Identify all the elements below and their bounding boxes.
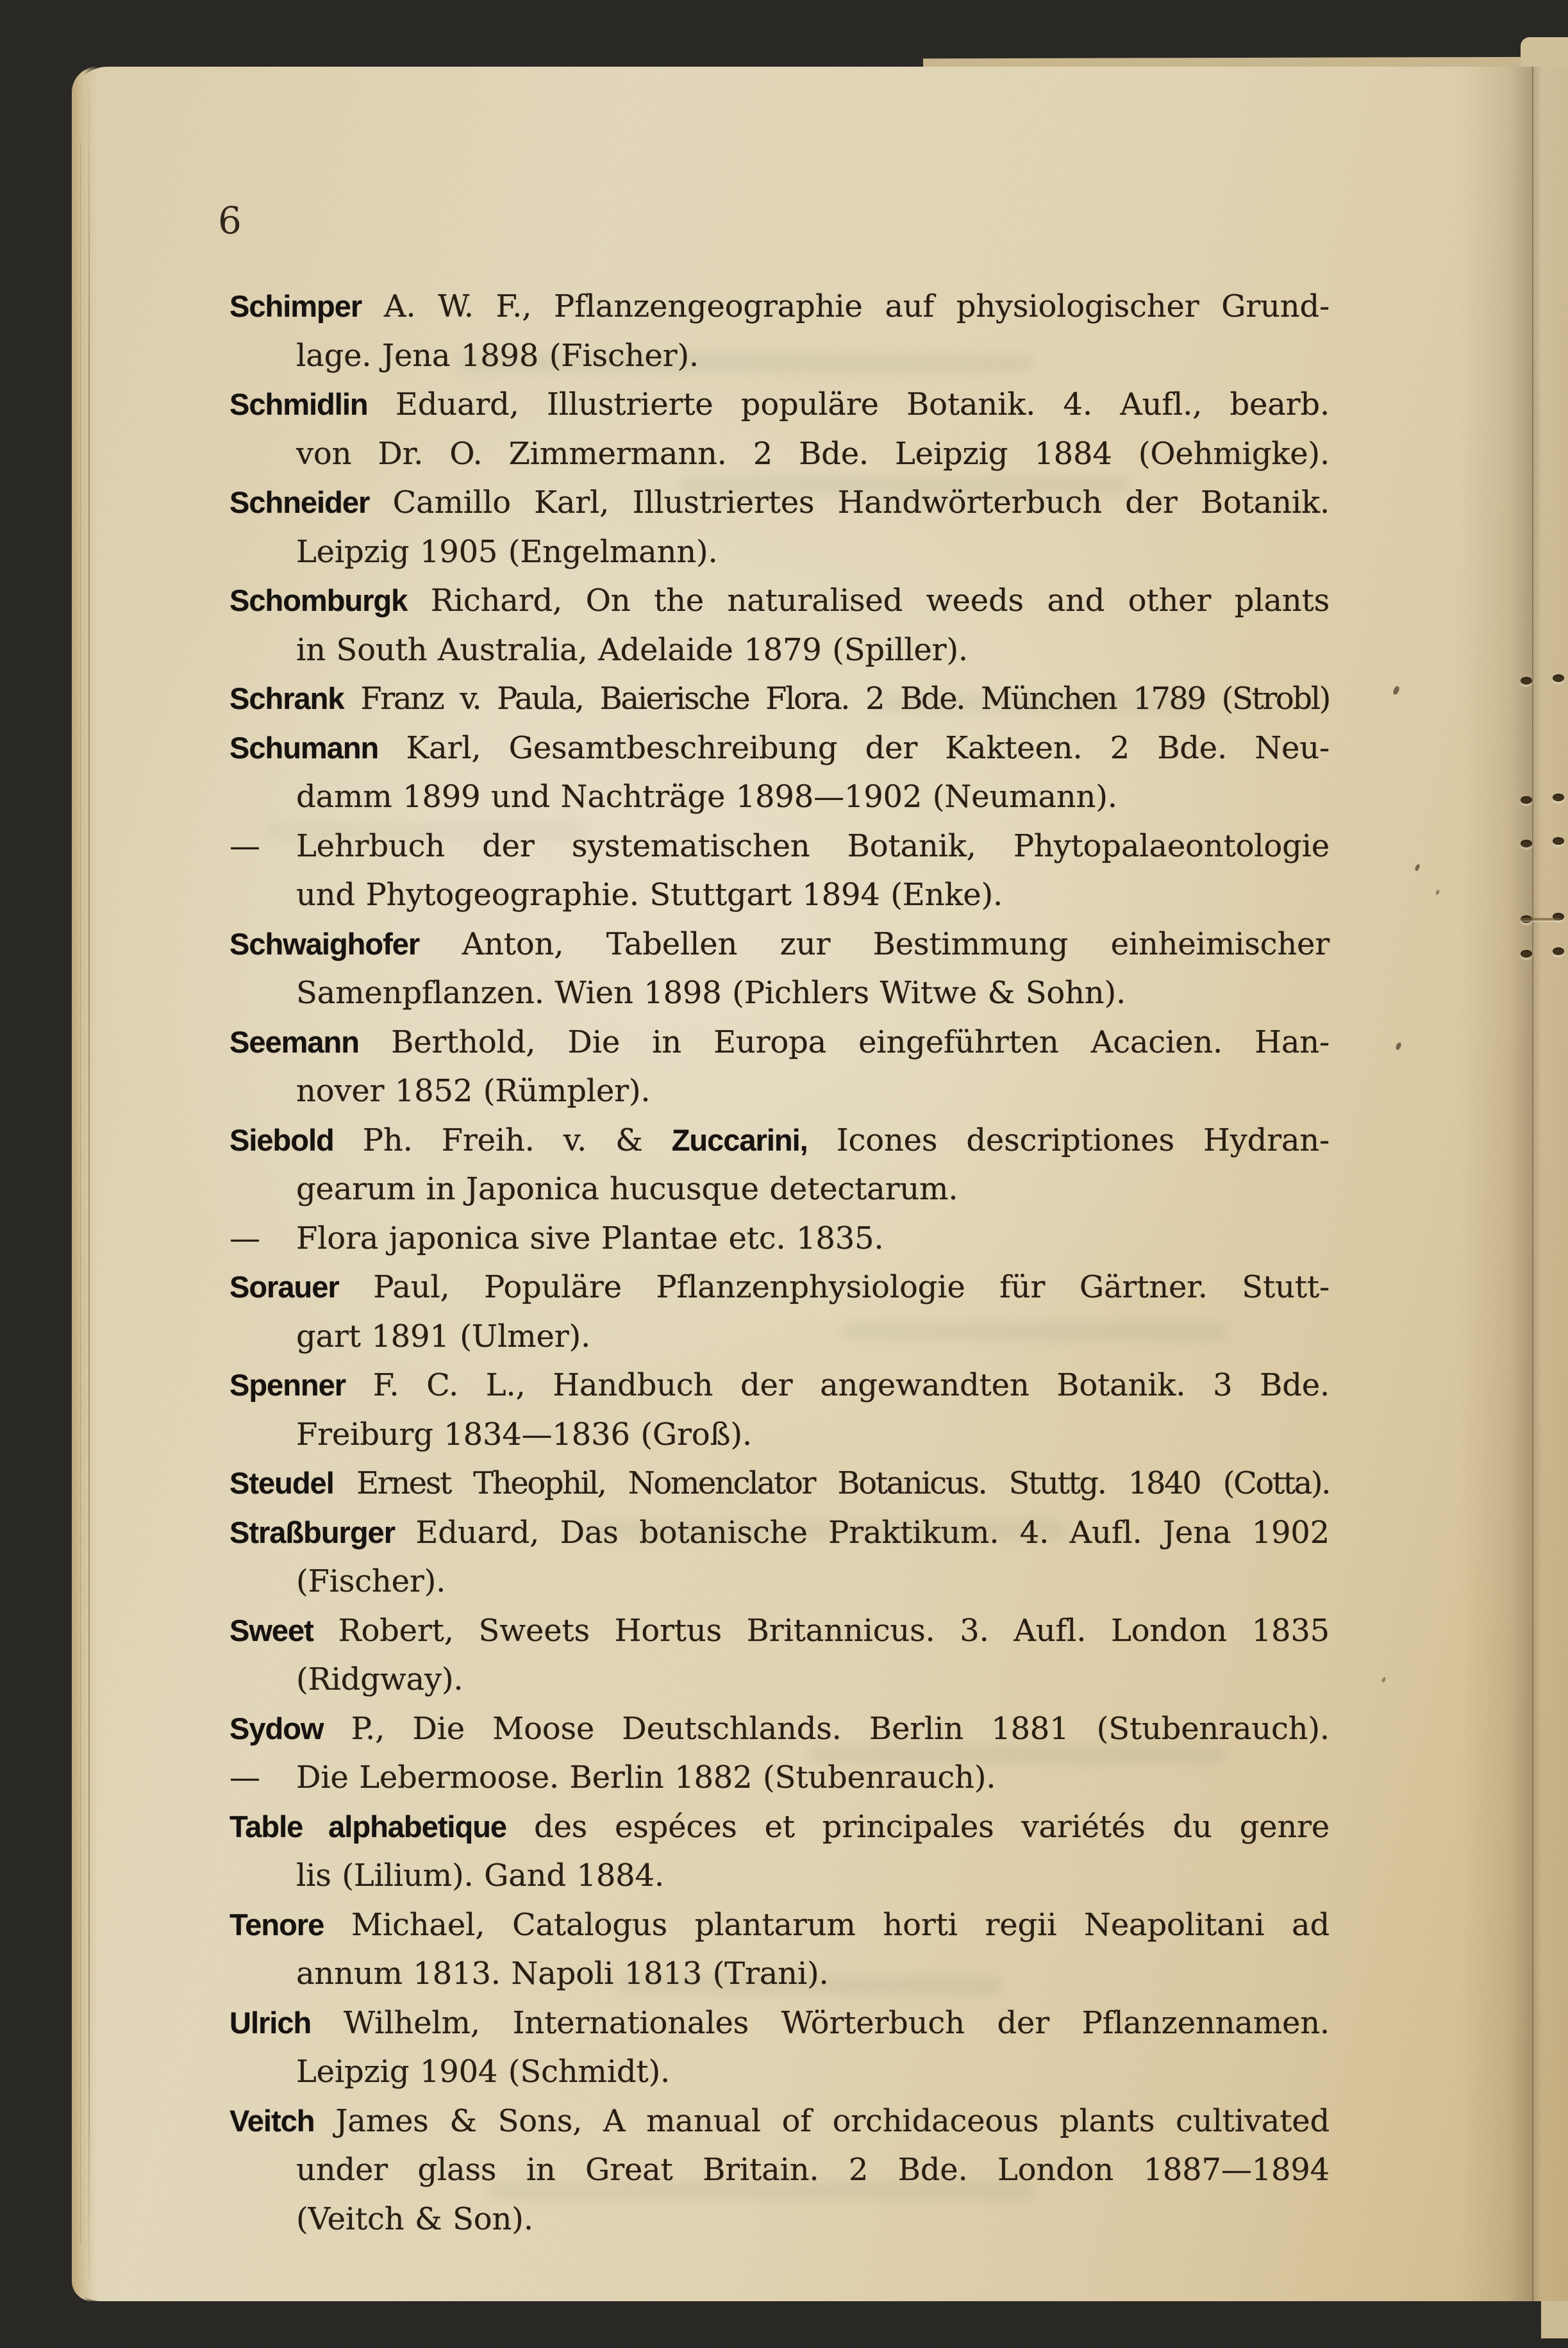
author-name: Seemann <box>229 1024 359 1059</box>
page-edge-line <box>88 90 90 2282</box>
author-name: Steudel <box>229 1466 334 1500</box>
bibliography-entry <box>229 1508 1330 1606</box>
entry-line <box>229 772 1330 822</box>
repeat-dash: — <box>229 1760 260 1795</box>
entry-line <box>229 1803 1330 1852</box>
author-name: Straßburger <box>229 1515 395 1549</box>
entry-line <box>229 1312 1330 1361</box>
page-fore-edge <box>72 67 97 2301</box>
entry-text: Franz v. Paula, Baierische Flora. 2 Bde. München 1789 (Strobl) <box>344 681 1330 717</box>
entry-text: lage. Jena 1898 (Fischer). <box>296 337 699 374</box>
author-name: Schomburgk <box>229 583 408 617</box>
page-number: 6 <box>218 199 242 242</box>
entry-text: Leipzig 1904 (Schmidt). <box>296 2054 671 2090</box>
entry-text: Camillo Karl, Illustriertes Handwörterbuch der Botanik. <box>369 485 1330 520</box>
bibliography-entry <box>229 1803 1330 1901</box>
entry-line <box>229 822 1330 871</box>
entry-line <box>229 1459 1330 1508</box>
entry-line <box>229 1655 1330 1704</box>
entry-line <box>229 1361 1330 1410</box>
entry-text: in South Australia, Adelaide 1879 (Spiller). <box>296 631 968 668</box>
bibliography-entry <box>229 1459 1330 1508</box>
entry-text: (Veitch & Son). <box>296 2201 533 2237</box>
author-name: Spenner <box>229 1368 346 1402</box>
entry-text: A. W. F., Pflanzengeographie auf physiologischer Grund- <box>362 288 1330 324</box>
entry-line <box>229 478 1330 528</box>
author-name: Table alphabetique <box>229 1809 507 1844</box>
entry-text: gart 1891 (Ulmer). <box>296 1318 591 1354</box>
entry-text: Robert, Sweets Hortus Britannicus. 3. Aufl. London 1835 <box>313 1612 1330 1649</box>
stitch-hole <box>1553 947 1564 955</box>
entry-text: Eduard, Illustrierte populäre Botanik. 4. Aufl., bearb. <box>367 387 1330 422</box>
entry-line <box>229 1410 1330 1460</box>
entry-line <box>229 920 1330 969</box>
entry-line <box>229 1116 1330 1165</box>
entry-text: Eduard, Das botanische Praktikum. 4. Aufl. Jena 1902 <box>395 1514 1330 1551</box>
bibliography-entry <box>229 478 1330 576</box>
entry-line <box>229 1949 1330 1999</box>
author-name: Tenore <box>229 1907 324 1942</box>
repeat-dash: — <box>229 828 260 864</box>
repeat-dash: — <box>229 1220 260 1256</box>
author-name: Schwaighofer <box>229 926 420 961</box>
entry-text: gearum in Japonica hucusque detectarum. <box>296 1171 958 1207</box>
bibliography-entry <box>229 1214 1330 1263</box>
stitch-hole <box>1521 950 1532 958</box>
entry-text: (Ridgway). <box>296 1661 463 1697</box>
entry-text: Die Lebermoose. Berlin 1882 (Stubenrauch). <box>296 1760 996 1795</box>
entry-line <box>229 576 1330 626</box>
entry-line <box>229 1753 1330 1803</box>
entry-text: und Phytogeographie. Stuttgart 1894 (Enke). <box>296 877 1003 913</box>
entry-line <box>229 380 1330 429</box>
author-name: Siebold <box>229 1122 334 1157</box>
entry-text: Michael, Catalogus plantarum horti regii Neapolitani ad <box>324 1906 1330 1943</box>
entry-text: Samenpflanzen. Wien 1898 (Pichlers Witwe & Sohn). <box>296 975 1126 1011</box>
gutter-crease <box>1532 67 1533 2301</box>
author-name: Ulrich <box>229 2005 312 2040</box>
bibliography-entry <box>229 380 1330 478</box>
entry-line <box>229 674 1330 724</box>
stitch-hole <box>1521 677 1532 685</box>
ink-speck <box>1381 1676 1387 1683</box>
book-page <box>72 67 1568 2301</box>
bibliography-entry <box>229 1018 1330 1116</box>
entry-line <box>229 528 1330 577</box>
page-gutter <box>1459 67 1568 2301</box>
entry-text: Karl, Gesamtbeschreibung der Kakteen. 2 Bde. Neu- <box>378 729 1330 766</box>
entry-line <box>229 282 1330 331</box>
entry-text: des espéces et principales variétés du genre <box>506 1808 1330 1845</box>
stitch-hole <box>1553 674 1564 682</box>
binding-thread <box>1521 918 1560 920</box>
bibliography-entry <box>229 1116 1330 1214</box>
bibliography-entry <box>229 1901 1330 1999</box>
entry-line <box>229 1018 1330 1067</box>
entry-line <box>229 429 1330 479</box>
author-name: Veitch <box>229 2103 315 2138</box>
entry-line <box>229 2047 1330 2097</box>
author-name: Schneider <box>229 485 370 519</box>
entry-text: lis (Lilium). Gand 1884. <box>296 1858 664 1894</box>
bibliography-entry <box>229 822 1330 920</box>
entry-line <box>229 331 1330 381</box>
entry-text: Ph. Freih. v. & <box>333 1122 672 1158</box>
author-name: Sorauer <box>229 1270 339 1304</box>
bibliography-entry <box>229 1999 1330 2097</box>
ink-speck <box>1392 685 1400 695</box>
entry-text: P., Die Moose Deutschlands. Berlin 1881 (Stubenrauch). <box>323 1710 1330 1747</box>
entry-text: Anton, Tabellen zur Bestimmung einheimischer <box>419 926 1330 962</box>
entry-text: annum 1813. Napoli 1813 (Trani). <box>296 1956 829 1992</box>
entry-text: under glass in Great Britain. 2 Bde. London 1887—1894 <box>296 2152 1330 2188</box>
entry-list <box>229 282 1330 2244</box>
entry-text: Lehrbuch der systematischen Botanik, Phytopalaeontologie <box>296 828 1330 864</box>
entry-line <box>229 870 1330 920</box>
entry-line <box>229 1704 1330 1754</box>
entry-line <box>229 626 1330 675</box>
stitch-hole <box>1521 840 1532 847</box>
entry-text: Paul, Populäre Pflanzenphysiologie für Gärtner. Stutt- <box>338 1269 1330 1305</box>
entry-line <box>229 1067 1330 1116</box>
entry-line <box>229 969 1330 1018</box>
author-name: Schumann <box>229 730 379 765</box>
entry-text: Icones descriptiones Hydran- <box>807 1122 1330 1158</box>
entry-text: Wilhelm, Internationales Wörterbuch der Pflanzennamen. <box>311 2004 1330 2041</box>
entry-line <box>229 1214 1330 1263</box>
bibliography-entry <box>229 282 1330 380</box>
entry-text: Ernest Theophil, Nomenclator Botanicus. Stuttg. 1840 (Cotta). <box>333 1465 1330 1501</box>
entry-text: F. C. L., Handbuch der angewandten Botanik. 3 Bde. <box>346 1367 1330 1403</box>
author-name: Schimper <box>229 289 362 323</box>
entry-text: James & Sons, A manual of orchidaceous plants cultivated <box>314 2102 1330 2139</box>
entry-text: Leipzig 1905 (Engelmann). <box>296 533 718 570</box>
author-name: Schmidlin <box>229 387 368 421</box>
bibliography-entry <box>229 576 1330 674</box>
bibliography-entry <box>229 1263 1330 1361</box>
ink-speck <box>1414 863 1420 871</box>
entry-text: nover 1852 (Rümpler). <box>296 1073 651 1109</box>
stitch-hole <box>1521 796 1532 804</box>
page-edge-line-under <box>80 144 81 2244</box>
entry-line <box>229 1901 1330 1950</box>
stitch-hole <box>1553 794 1564 801</box>
entry-line <box>229 1165 1330 1214</box>
ink-speck <box>1435 889 1440 895</box>
entry-line <box>229 1263 1330 1312</box>
bibliography-entry <box>229 1753 1330 1803</box>
entry-text: von Dr. O. Zimmermann. 2 Bde. Leipzig 1884 (Oehmigke). <box>296 435 1330 472</box>
entry-line <box>229 2145 1330 2195</box>
entry-line <box>229 1508 1330 1558</box>
author-name: Schrank <box>229 681 344 715</box>
bibliography-entry <box>229 1361 1330 1459</box>
bibliography-entry <box>229 674 1330 724</box>
entry-line <box>229 1557 1330 1606</box>
bibliography-entry <box>229 1704 1330 1754</box>
entry-text: Berthold, Die in Europa eingeführten Acacien. Han- <box>358 1024 1330 1060</box>
entry-line <box>229 1999 1330 2048</box>
entry-text: Freiburg 1834—1836 (Groß). <box>296 1416 752 1453</box>
author-name: Zuccarini, <box>671 1122 808 1157</box>
stitch-hole <box>1553 837 1564 845</box>
bibliography-entry <box>229 724 1330 822</box>
ink-speck <box>1395 1042 1401 1051</box>
bibliography-entry <box>229 920 1330 1018</box>
entry-line <box>229 1606 1330 1656</box>
bibliography-entry <box>229 1606 1330 1704</box>
entry-text: Flora japonica sive Plantae etc. 1835. <box>296 1220 884 1256</box>
entry-text: (Fischer). <box>296 1563 446 1599</box>
bibliography-entry <box>229 2097 1330 2244</box>
author-name: Sydow <box>229 1711 324 1745</box>
entry-line <box>229 1851 1330 1901</box>
entry-line <box>229 2195 1330 2244</box>
entry-line <box>229 724 1330 773</box>
entry-line <box>229 2097 1330 2146</box>
entry-text: Richard, On the naturalised weeds and other plants <box>407 583 1330 619</box>
author-name: Sweet <box>229 1613 313 1647</box>
entry-text: damm 1899 und Nachträge 1898—1902 (Neumann). <box>296 779 1117 815</box>
